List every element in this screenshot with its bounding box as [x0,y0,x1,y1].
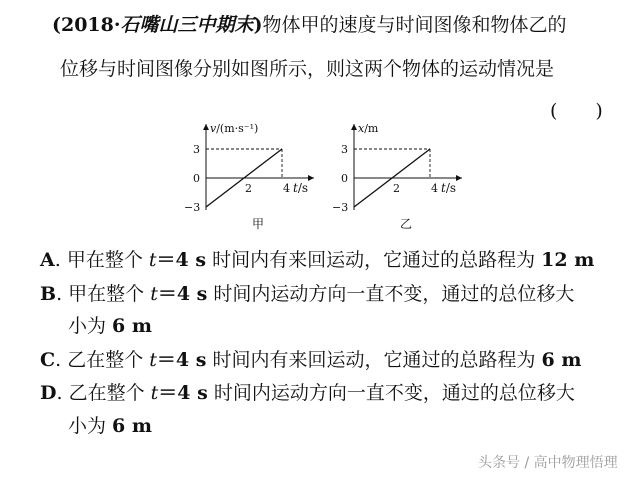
question-line-2 [60,57,554,81]
x-axis-label: t/s [441,181,457,195]
y-axis-label: v/(m·s⁻¹) [210,122,259,135]
chart-yi [328,118,468,238]
question-source: (2018·石嘴山三中期末) [52,14,263,36]
chart-jia [180,118,320,238]
option-d-cont: 小为 6 m [68,415,152,437]
x-axis-label: t/s [293,181,309,195]
x-tick-4: 4 [431,182,438,195]
option-b: B. 甲在整个 t＝4 s 时间内运动方向一直不变，通过的总位移大 [40,283,575,305]
y-tick-neg3: −3 [332,201,349,214]
x-tick-4: 4 [283,182,290,195]
x-tick-2: 2 [245,182,252,195]
y-tick-0: 0 [341,172,348,185]
y-tick-neg3: −3 [184,201,201,214]
question-text-2: 位移与时间图像分别如图所示，则这两个物体的运动情况是 [60,58,555,80]
watermark: 头条号 / 高中物理悟理 [478,455,618,471]
x-tick-2: 2 [393,182,400,195]
chart-caption: 甲 [252,217,265,231]
question-text-1: 物体甲的速度与时间图像和物体乙的 [262,14,567,36]
y-tick-3: 3 [193,143,200,156]
chart-caption: 乙 [400,217,413,231]
y-tick-0: 0 [193,172,200,185]
option-d: D. 乙在整个 t＝4 s 时间内运动方向一直不变，通过的总位移大 [40,382,575,404]
y-tick-3: 3 [341,143,348,156]
option-a: A. 甲在整个 t＝4 s 时间内有来回运动，它通过的总路程为 12 m [40,249,595,271]
y-axis-label: x/m [358,122,379,135]
answer-bracket: ( ) [550,100,603,122]
option-c: C. 乙在整个 t＝4 s 时间内有来回运动，它通过的总路程为 6 m [40,349,582,371]
question-line-1 [52,13,567,37]
option-b-cont: 小为 6 m [68,315,152,337]
